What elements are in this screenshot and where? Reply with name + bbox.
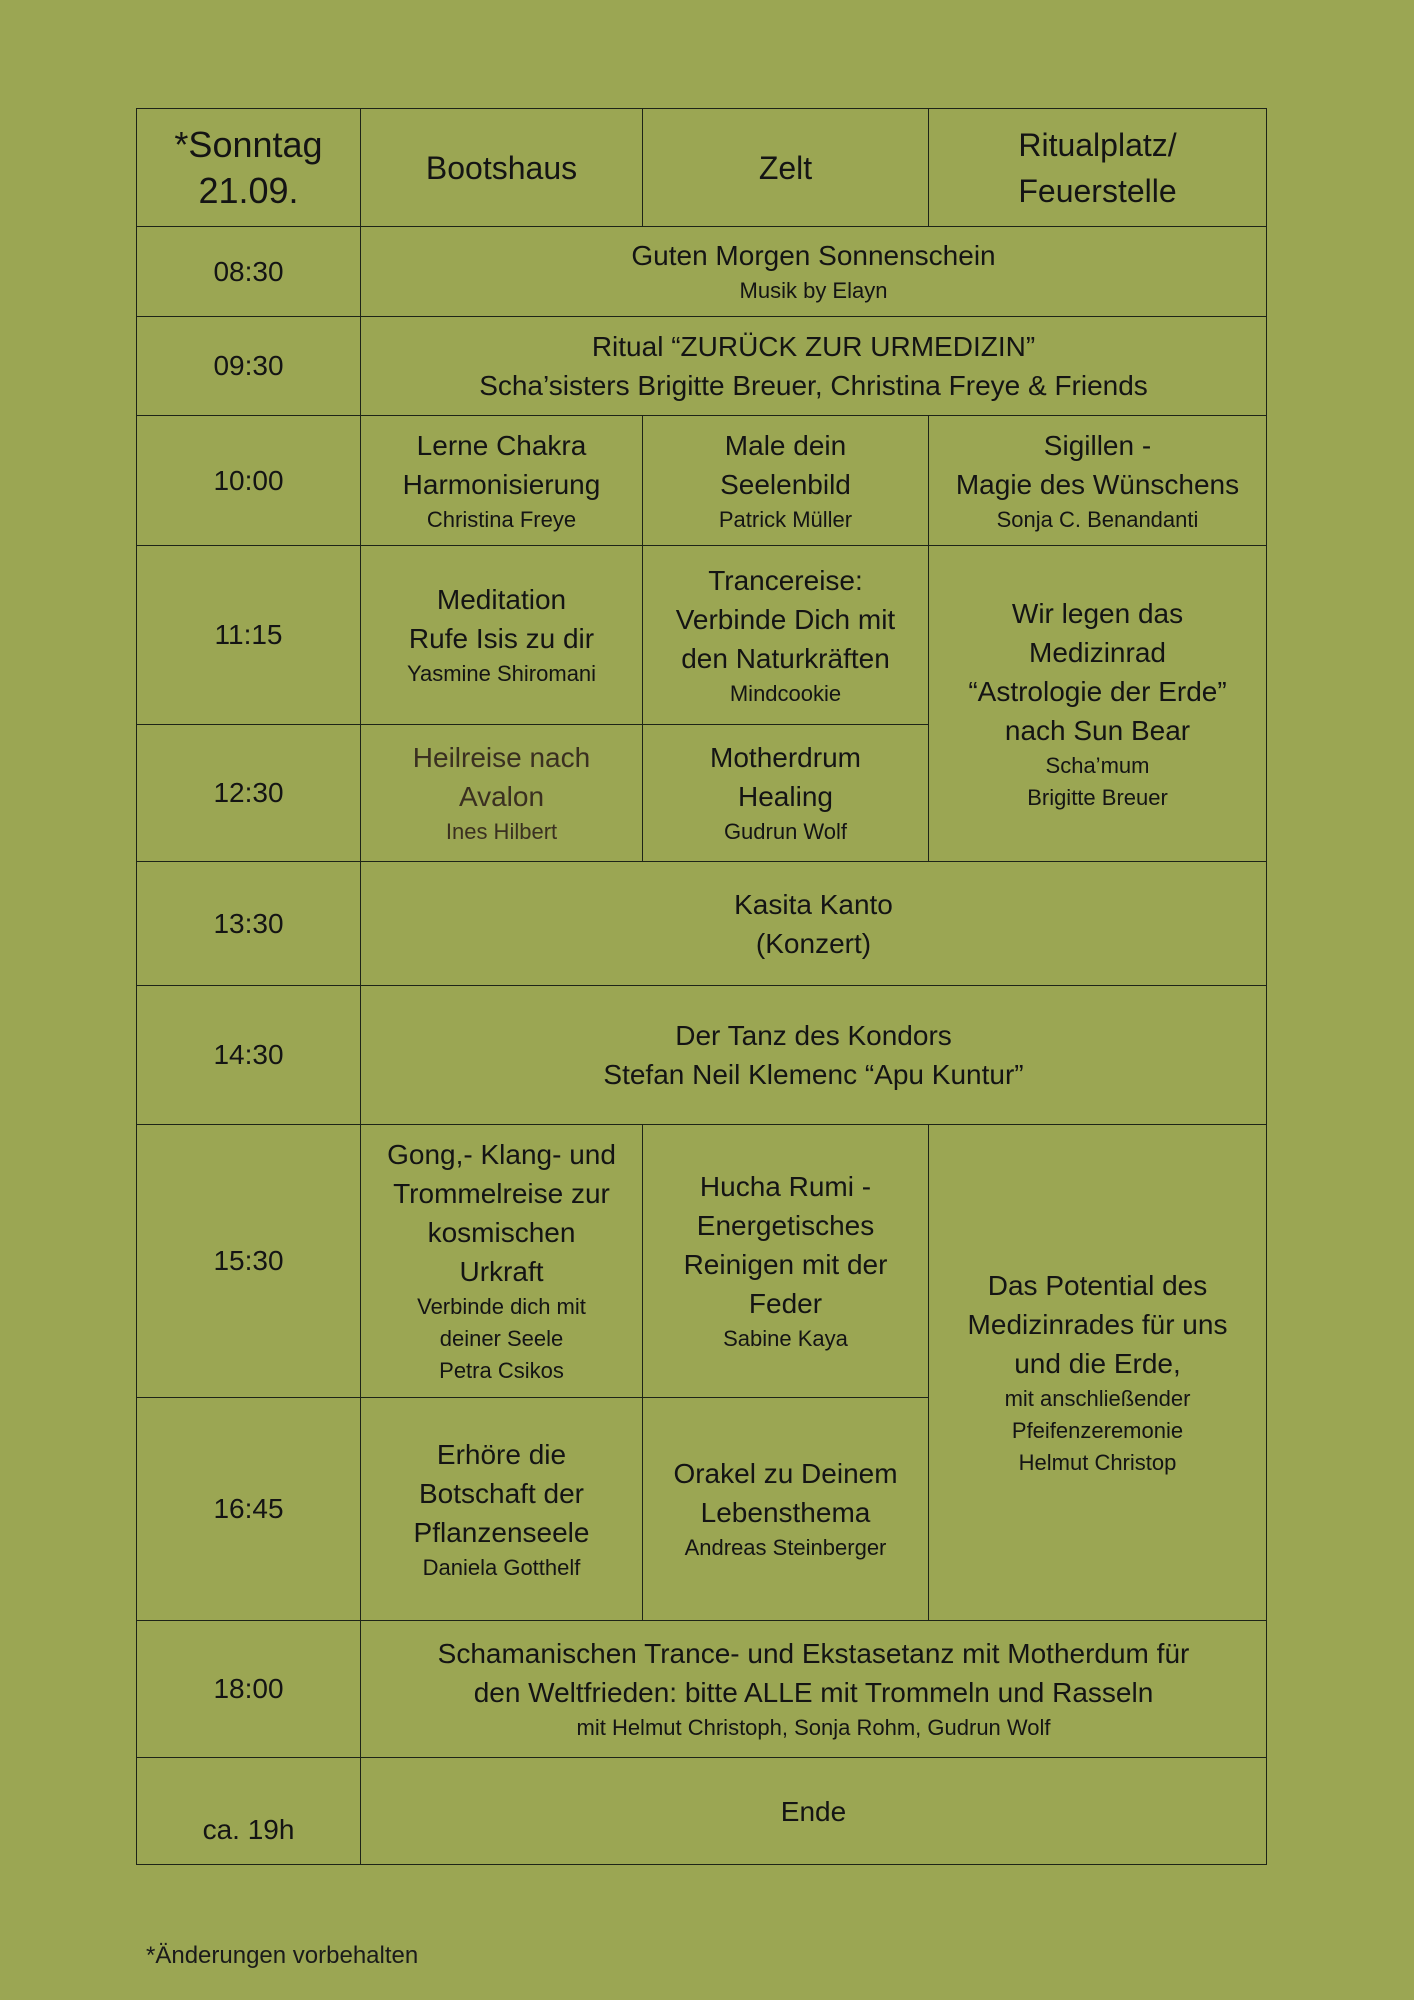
row-1115 [137,546,1267,725]
row-0830 [137,227,1267,317]
event-host: Musik by Elayn [739,278,888,303]
event-cell-bootshaus: Lerne Chakra Harmonisierung Christina Freye [361,416,643,546]
row-1530 [137,1125,1267,1398]
event-cell-zelt: Motherdrum Healing Gudrun Wolf [643,725,929,862]
event-cell: Der Tanz des Kondors Stefan Neil Klemenc “Apu Kuntur” [361,986,1267,1125]
time-cell: 13:30 [137,862,361,986]
event-cell [361,317,1267,416]
event-cell-bootshaus: Gong,- Klang- und Trommelreise zur kosmischen Urkraft Verbinde dich mit deiner Seele Petra Csikos [361,1125,643,1398]
event-title: Ritual “ZURÜCK ZUR URMEDIZIN” [591,331,1036,362]
row-0930 [137,317,1267,416]
event-cell-bootshaus: Erhöre die Botschaft der Pflanzenseele Daniela Gotthelf [361,1398,643,1621]
time-cell: ca. 19h [137,1758,361,1865]
header-day: *Sonntag 21.09. [137,109,361,227]
event-cell-zelt: Orakel zu Deinem Lebensthema Andreas Steinberger [643,1398,929,1621]
row-1330 [137,862,1267,986]
event-cell-ritualplatz: Das Potential des Medizinrades für uns und die Erde, mit anschließender Pfeifenzeremonie Helmut Christop [929,1125,1267,1621]
event-title: Guten Morgen Sonnenschein [631,240,996,271]
time-cell: 12:30 [137,725,361,862]
schedule-table [136,108,1267,1865]
row-1800 [137,1621,1267,1758]
event-host: Scha’sisters Brigitte Breuer, Christina Freye & Friends [479,370,1148,401]
event-cell: Schamanischen Trance- und Ekstasetanz mit Motherdum für den Weltfrieden: bitte ALLE mit Trommeln und Rasseln mit Helmut Christoph, Sonja Rohm, Gudrun Wolf [361,1621,1267,1758]
event-cell-bootshaus: Heilreise nach Avalon Ines Hilbert [361,725,643,862]
event-cell-zelt: Male dein Seelenbild Patrick Müller [643,416,929,546]
event-cell-zelt: Trancereise: Verbinde Dich mit den Naturkräften Mindcookie [643,546,929,725]
row-1430 [137,986,1267,1125]
event-cell [361,227,1267,317]
footnote: *Änderungen vorbehalten [146,1942,419,1969]
row-end [137,1758,1267,1865]
event-cell: Ende [361,1758,1267,1865]
time-cell: 14:30 [137,986,361,1125]
event-cell-ritualplatz: Wir legen das Medizinrad “Astrologie der Erde” nach Sun Bear Scha’mum Brigitte Breuer [929,546,1267,862]
time-cell: 10:00 [137,416,361,546]
header-row [137,109,1267,227]
header-bootshaus: Bootshaus [361,109,643,227]
time-cell: 09:30 [137,317,361,416]
header-ritualplatz: Ritualplatz/ Feuerstelle [929,109,1267,227]
time-cell: 15:30 [137,1125,361,1398]
time-cell: 11:15 [137,546,361,725]
row-1000 [137,416,1267,546]
time-cell: 18:00 [137,1621,361,1758]
time-cell: 16:45 [137,1398,361,1621]
event-cell-bootshaus: Meditation Rufe Isis zu dir Yasmine Shiromani [361,546,643,725]
event-cell-zelt: Hucha Rumi - Energetisches Reinigen mit der Feder Sabine Kaya [643,1125,929,1398]
header-zelt: Zelt [643,109,929,227]
time-cell: 08:30 [137,227,361,317]
event-cell-ritualplatz: Sigillen - Magie des Wünschens Sonja C. Benandanti [929,416,1267,546]
event-cell: Kasita Kanto (Konzert) [361,862,1267,986]
